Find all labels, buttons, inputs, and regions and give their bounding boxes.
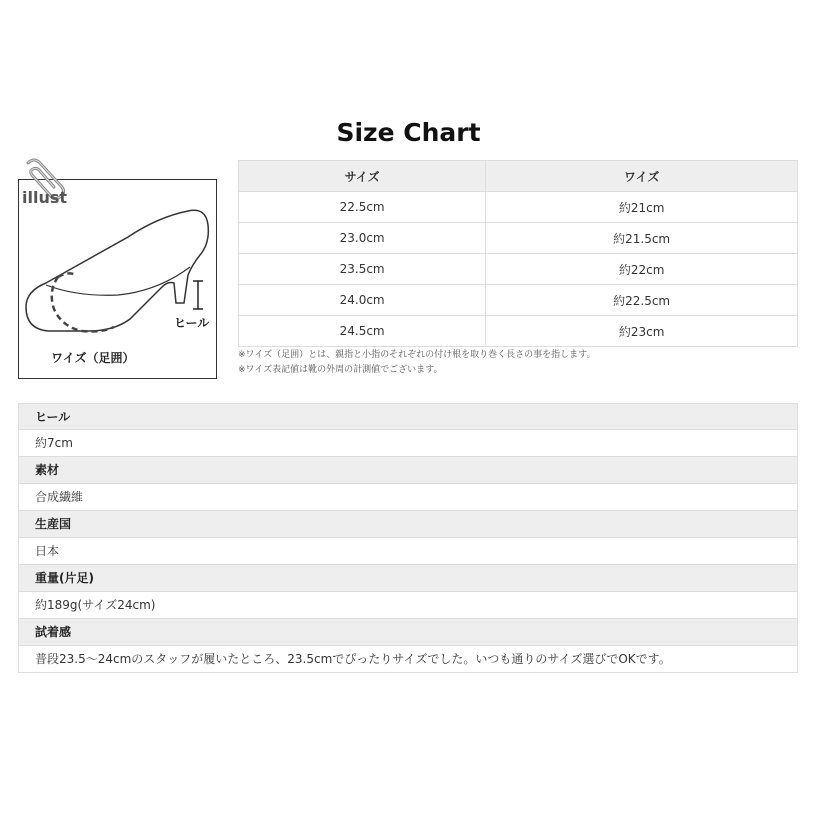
- size-cell: 22.5cm: [239, 192, 486, 223]
- width-cell: 約21cm: [486, 192, 798, 223]
- spec-value-material: 合成繊維: [18, 484, 798, 511]
- spec-label-heel: ヒール: [18, 403, 798, 430]
- table-row: [239, 192, 798, 223]
- table-row: [239, 254, 798, 285]
- spec-value-origin: 日本: [18, 538, 798, 565]
- size-cell: 23.5cm: [239, 254, 486, 285]
- spec-label-origin: 生産国: [18, 511, 798, 538]
- size-table-header-row: [239, 161, 798, 192]
- spec-value-weight: 約189g(サイズ24cm): [18, 592, 798, 619]
- width-cell: 約22cm: [486, 254, 798, 285]
- size-cell: 23.0cm: [239, 223, 486, 254]
- size-table: [238, 160, 798, 347]
- header-size: サイズ: [239, 161, 486, 192]
- heel-label: ヒール: [174, 316, 210, 330]
- size-cell: 24.0cm: [239, 285, 486, 316]
- spec-value-heel: 約7cm: [18, 430, 798, 457]
- spec-label-weight: 重量(片足): [18, 565, 798, 592]
- spec-label-fit: 試着感: [18, 619, 798, 646]
- width-cell: 約23cm: [486, 316, 798, 347]
- note-width-measurement: ※ワイズ表記値は靴の外周の計測値でございます。: [238, 365, 443, 375]
- table-row: [239, 316, 798, 347]
- spec-table: [18, 403, 798, 673]
- spec-value-fit: 普段23.5～24cmのスタッフが履いたところ、23.5cmでぴったりサイズでした。いつも通りのサイズ選びでOKです。: [18, 646, 798, 673]
- spec-label-material: 素材: [18, 457, 798, 484]
- table-row: [239, 285, 798, 316]
- size-cell: 24.5cm: [239, 316, 486, 347]
- width-label: ワイズ（足囲）: [51, 351, 135, 365]
- page-title: Size Chart: [336, 118, 481, 147]
- width-cell: 約22.5cm: [486, 285, 798, 316]
- note-width-definition: ※ワイズ（足囲）とは、親指と小指のそれぞれの付け根を取り巻く長さの事を指します。: [238, 350, 596, 360]
- header-width: ワイズ: [486, 161, 798, 192]
- width-cell: 約21.5cm: [486, 223, 798, 254]
- illust-label: illust: [22, 188, 68, 207]
- table-row: [239, 223, 798, 254]
- shoe-illustration: [18, 155, 218, 381]
- size-notes: [238, 348, 595, 378]
